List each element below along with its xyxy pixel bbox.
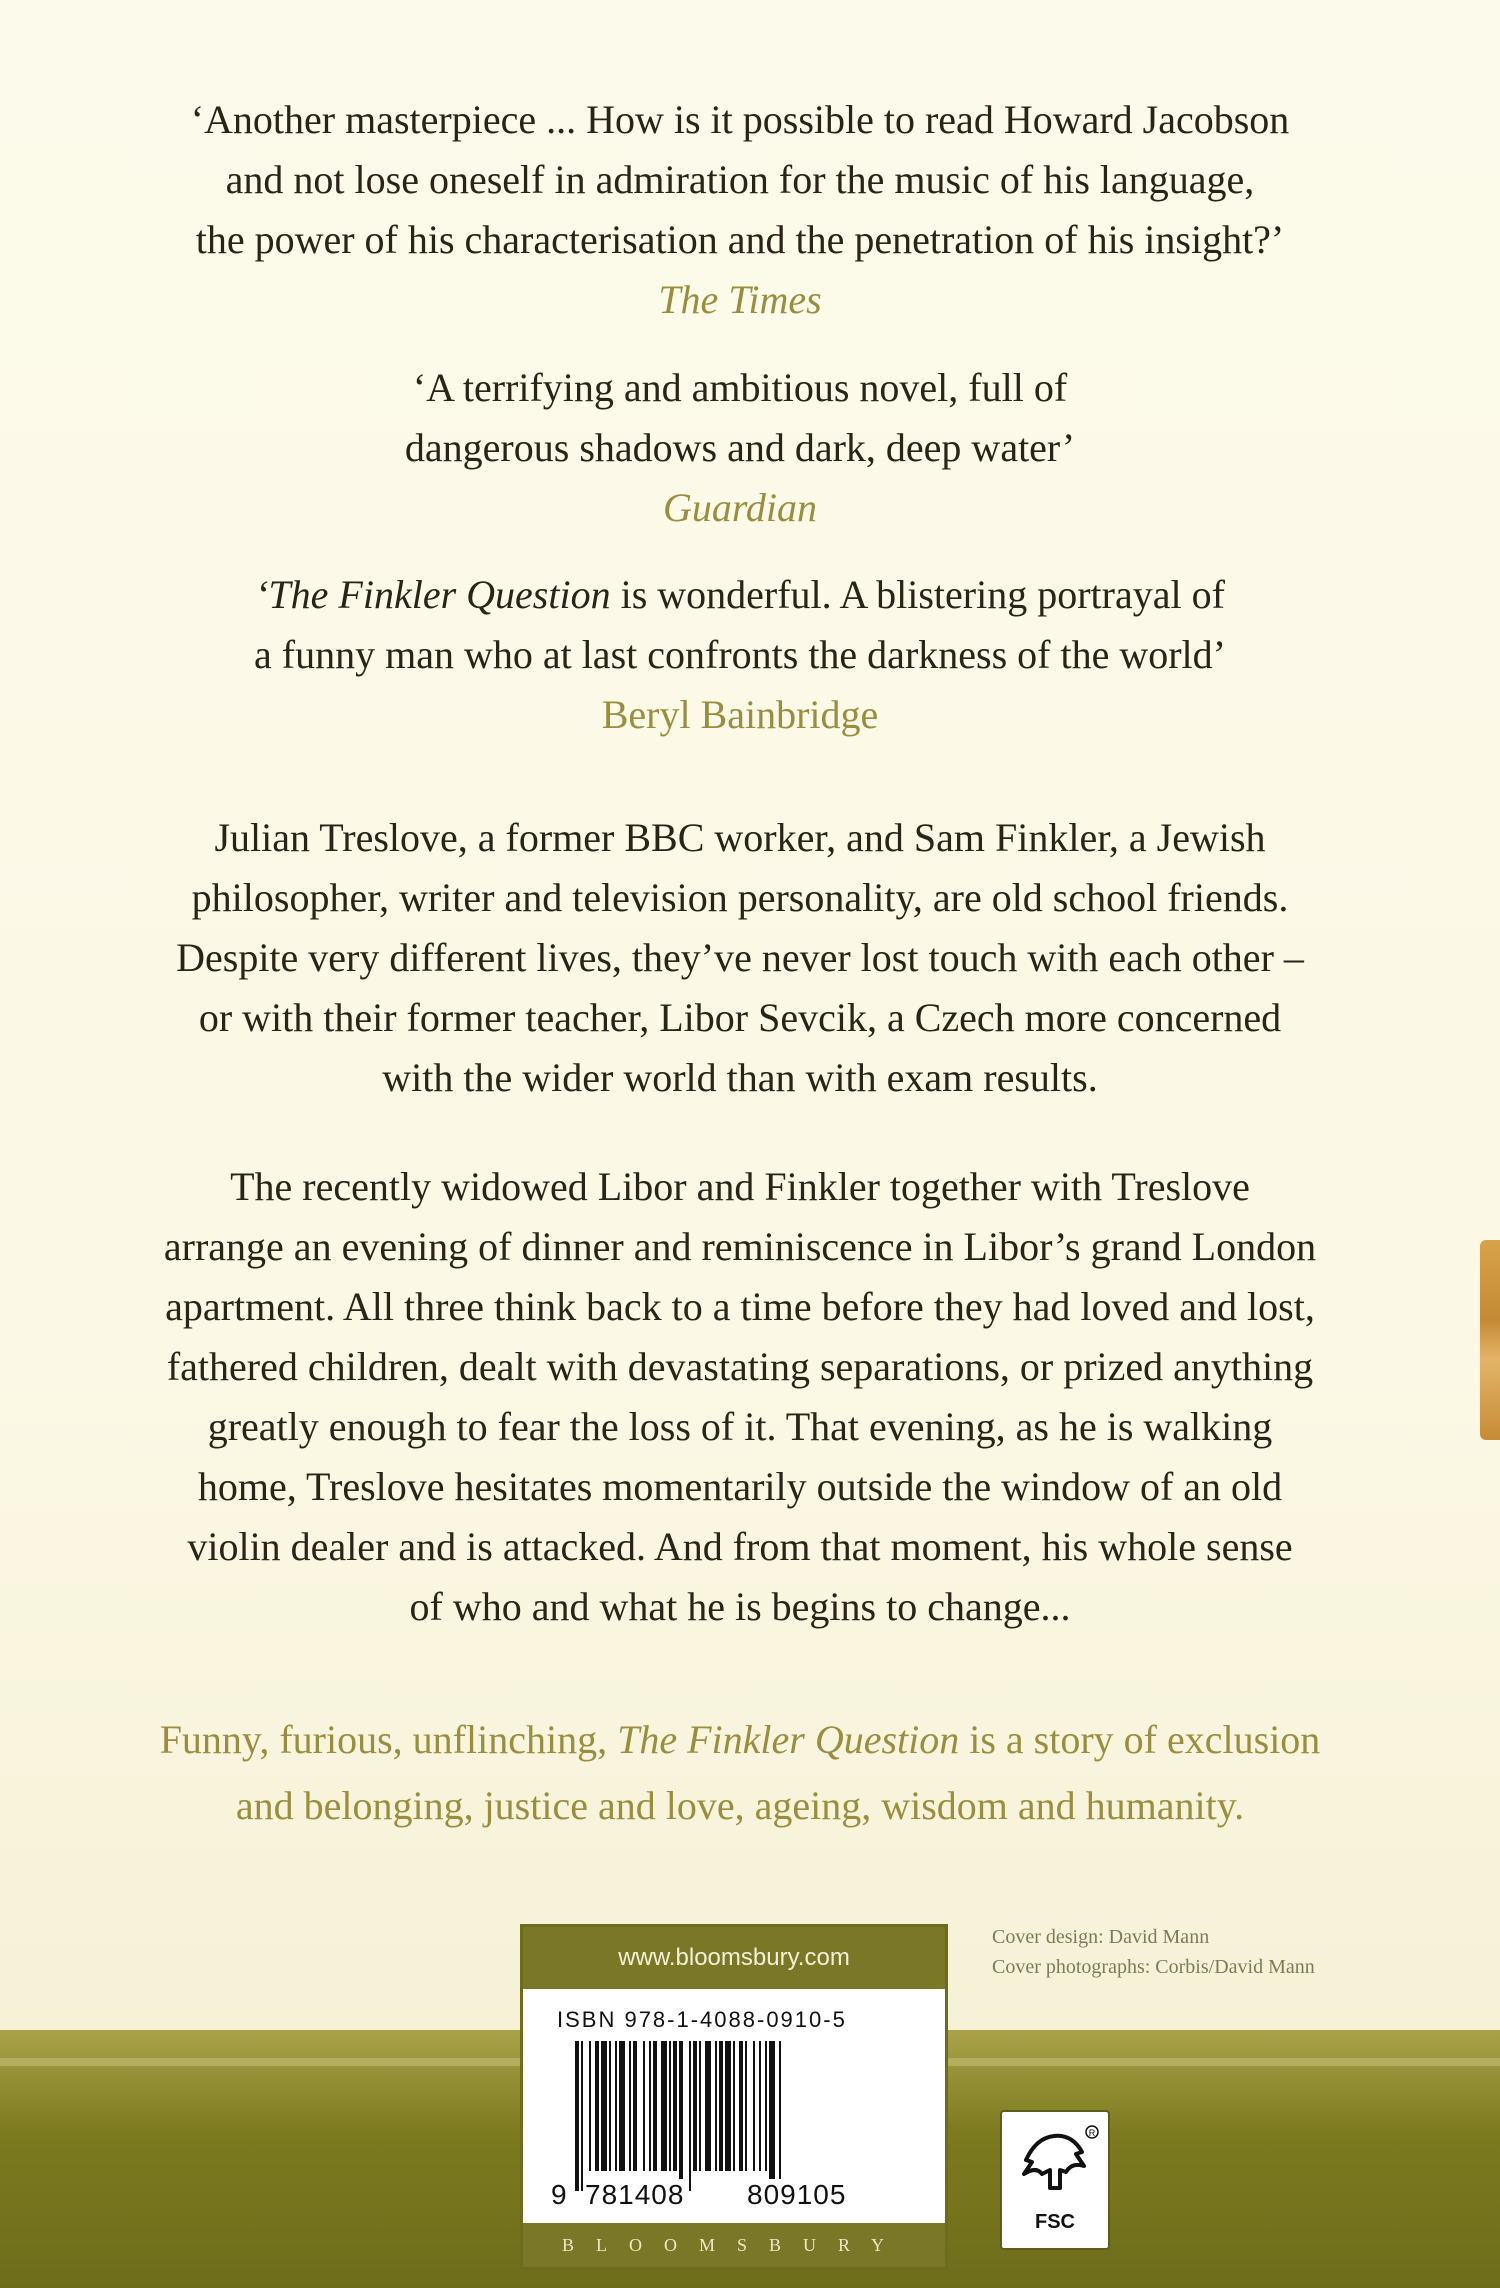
- quote-text: is wonderful. A blistering portrayal of: [610, 572, 1225, 617]
- isbn-text: ISBN 978-1-4088-0910-5: [557, 2007, 847, 2032]
- synopsis-line: with the wider world than with exam results.: [382, 1055, 1098, 1100]
- barcode-bar: [699, 2041, 701, 2171]
- barcode-bar: [759, 2041, 761, 2171]
- synopsis-line: home, Treslove hesitates momentarily outside the window of an old: [197, 1464, 1283, 1509]
- barcode-bar: [679, 2041, 683, 2191]
- barcode-bar: [669, 2041, 671, 2171]
- synopsis-line: arrange an evening of dinner and reminiscence in Libor’s grand London: [163, 1224, 1317, 1269]
- quote-line: and not lose oneself in admiration for the music of his language,: [225, 157, 1255, 202]
- svg-text:R: R: [1088, 2128, 1096, 2138]
- synopsis-paragraph-2: [60, 1157, 1420, 1637]
- barcode-bar: [619, 2041, 625, 2171]
- synopsis-line: Julian Treslove, a former BBC worker, and Sam Finkler, a Jewish: [214, 815, 1266, 860]
- barcode-panel: [520, 1924, 948, 2270]
- review-quote-guardian: [60, 358, 1420, 538]
- quote-attribution: Guardian: [662, 485, 818, 530]
- synopsis-paragraph-1: [60, 808, 1420, 1108]
- tagline-text: is a story of exclusion: [959, 1717, 1321, 1762]
- synopsis-line: philosopher, writer and television personality, are old school friends.: [191, 875, 1289, 920]
- review-quote-times: [60, 90, 1420, 330]
- tagline-line: [60, 1707, 1420, 1773]
- fsc-label: FSC: [1035, 2211, 1075, 2233]
- barcode-digits-right: 809105: [747, 2179, 847, 2210]
- barcode-bar: [629, 2041, 631, 2171]
- synopsis-line: violin dealer and is attacked. And from that moment, his whole sense: [187, 1524, 1293, 1569]
- barcode-bar: [725, 2041, 731, 2171]
- barcode-icon: [557, 2041, 917, 2191]
- barcode-digit-lead: 9: [551, 2179, 568, 2210]
- barcode-bar: [745, 2041, 747, 2171]
- spine-edge: [1480, 1240, 1500, 1440]
- tagline: [60, 1707, 1420, 1839]
- book-title: ‘The Finkler Question: [255, 572, 611, 617]
- quote-attribution: The Times: [658, 277, 822, 322]
- barcode-bar: [633, 2041, 637, 2171]
- barcode-bar: [715, 2041, 717, 2171]
- barcode-bar: [739, 2041, 743, 2171]
- barcode-bar: [779, 2041, 781, 2191]
- barcode-bar: [661, 2041, 667, 2171]
- barcode-bar: [705, 2041, 711, 2171]
- barcode-bar: [615, 2041, 617, 2171]
- barcode-bar: [769, 2041, 775, 2191]
- tree-checkmark-icon: [1002, 2112, 1108, 2202]
- synopsis-line: apartment. All three think back to a time before they had loved and lost,: [165, 1284, 1315, 1329]
- synopsis-line: of who and what he is begins to change...: [409, 1584, 1071, 1629]
- tagline-line: and belonging, justice and love, ageing, wisdom and humanity.: [235, 1783, 1245, 1828]
- synopsis-line: greatly enough to fear the loss of it. That evening, as he is walking: [207, 1404, 1273, 1449]
- quote-line: dangerous shadows and dark, deep water’: [404, 425, 1076, 470]
- barcode-bar: [653, 2041, 657, 2171]
- barcode-bar: [643, 2041, 645, 2171]
- barcode-bar: [719, 2041, 723, 2171]
- barcode-bar: [609, 2041, 611, 2171]
- synopsis-line: The recently widowed Libor and Finkler together with Treslove: [230, 1164, 1250, 1209]
- synopsis-line: or with their former teacher, Libor Sevcik, a Czech more concerned: [198, 995, 1282, 1040]
- barcode-digits-left: 781408: [585, 2179, 685, 2210]
- synopsis-line: Despite very different lives, they’ve never lost touch with each other –: [176, 935, 1304, 980]
- barcode-bar: [589, 2041, 591, 2171]
- tagline-text: Funny, furious, unflinching,: [159, 1717, 618, 1762]
- book-title: The Finkler Question: [617, 1717, 960, 1762]
- barcode-bar: [581, 2041, 583, 2191]
- quote-line: [60, 565, 1420, 625]
- fsc-logo: [1000, 2110, 1110, 2250]
- barcode-bar: [753, 2041, 755, 2171]
- quote-line: ‘A terrifying and ambitious novel, full of: [412, 365, 1068, 410]
- synopsis-line: fathered children, dealt with devastating separations, or prized anything: [166, 1344, 1314, 1389]
- barcode-bar: [649, 2041, 651, 2171]
- quote-line: a funny man who at last confronts the darkness of the world’: [254, 632, 1226, 677]
- review-quote-bainbridge: [60, 565, 1420, 745]
- quote-attribution: Beryl Bainbridge: [601, 692, 879, 737]
- barcode-bar: [575, 2041, 579, 2191]
- barcode-bar: [733, 2041, 735, 2171]
- publisher-name: BLOOMSBURY: [523, 2223, 945, 2267]
- barcode-bar: [689, 2041, 691, 2191]
- barcode-bar: [673, 2041, 677, 2171]
- credit-design: Cover design: David Mann: [992, 1926, 1210, 1948]
- barcode-bar: [595, 2041, 599, 2171]
- cover-credits: [992, 1922, 1412, 1982]
- barcode-bar: [601, 2041, 607, 2171]
- quote-line: ‘Another masterpiece ... How is it possible to read Howard Jacobson: [190, 97, 1290, 142]
- barcode-bar: [765, 2041, 767, 2171]
- barcode-bar: [693, 2041, 697, 2171]
- quote-line: the power of his characterisation and the penetration of his insight?’: [195, 217, 1285, 262]
- publisher-url[interactable]: www.bloomsbury.com: [523, 1927, 945, 1989]
- credit-photos: Cover photographs: Corbis/David Mann: [992, 1956, 1315, 1978]
